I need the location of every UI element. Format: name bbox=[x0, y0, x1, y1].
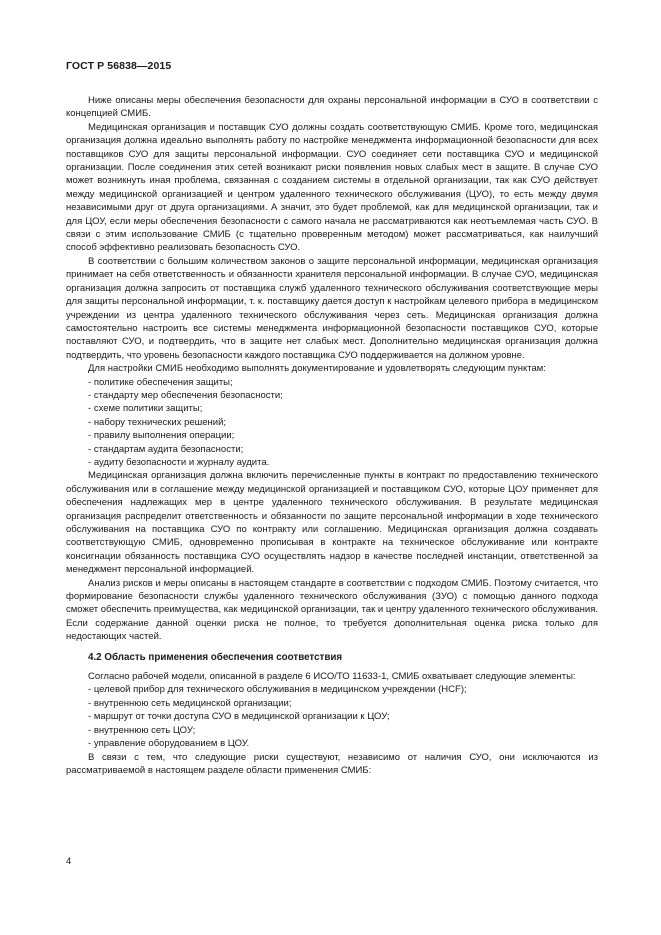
paragraph: Ниже описаны меры обеспечения безопасности для охраны персональной информации в СУО в соответствии с концепцией СМИБ. bbox=[66, 95, 598, 120]
list-item: - аудиту безопасности и журналу аудита. bbox=[88, 456, 598, 469]
paragraph: Для настройки СМИБ необходимо выполнять документирование и удовлетворять следующим пунктам: bbox=[88, 363, 546, 375]
list-item: - стандарту мер обеспечения безопасности; bbox=[88, 389, 598, 402]
list-item: - маршрут от точки доступа СУО в медицинской организации к ЦОУ; bbox=[88, 710, 598, 723]
section-heading: 4.2 Область применения обеспечения соответствия bbox=[88, 651, 343, 663]
list-item: - правилу выполнения операции; bbox=[88, 429, 598, 442]
paragraph: В соответствии с большим количеством законов о защите персональной информации, медицинская организация принимает на себя ответственность и обязанности хранителя персональной информации. В случае СУО, медицинская организация должна запросить от поставщика служб удаленного технического обслуживания соответствующие меры для защиты персональной информации, т. к. поставщику дается доступ к настройкам целевого прибора в медицинском учреждении из центра удаленного технического обслуживания через сеть. Медицинская организация должна самостоятельно настроить все системы менеджмента информационной безопасности поставщиков СУО, которые поставляют СУО, и подтвердить, что в защите нет слабых мест. Дополнительно медицинская организация должна подтвердить, что уровень безопасности каждого поставщика СУО поддерживается на должном уровне. bbox=[66, 255, 598, 361]
list-item: - схеме политики защиты; bbox=[88, 402, 598, 415]
bullet-list bbox=[66, 683, 598, 750]
paragraph: Медицинская организация и поставщик СУО должны создать соответствующую СМИБ. Кроме того, медицинская организация должна идеально выполнять работу по настройке менеджмента информационной безопасности для всех поставщиков СУО для защиты персональной информации. СУО соединяет сети поставщика СУО и медицинской организации. После соединения этих сетей возникают риски появления новых слабых мест в защите. В случае СУО может возникнуть иная проблема, связанная с созданием системы в отдельной организации, так как СУО действует между медицинской организацией и центром удаленного технического обслуживания (ЦУО), то есть между двумя независимыми друг от друга организациями. А значит, это будет проблемой, как для медицинской организации, так и для ЦОУ, если меры обеспечения безопасности с самого начала не рассматриваются как неотъемлемая часть СУО. В связи с этим использование СМИБ (с тщательно проверенным методом) может рассматриваться, как наилучший способ эффективно реализовать безопасность СУО. bbox=[66, 121, 598, 254]
list-item: - целевой прибор для технического обслуживания в медицинском учреждении (HCF); bbox=[88, 683, 598, 696]
paragraph: В связи с тем, что следующие риски существуют, независимо от наличия СУО, они исключаются из рассматриваемой в настоящем разделе области применения СМИБ: bbox=[66, 751, 598, 776]
list-item: - набору технических решений; bbox=[88, 416, 598, 429]
page-number: 4 bbox=[66, 856, 72, 867]
list-item: - политике обеспечения защиты; bbox=[88, 376, 598, 389]
list-item: - внутреннюю сеть ЦОУ; bbox=[88, 724, 598, 737]
document-header: ГОСТ Р 56838—2015 bbox=[66, 60, 172, 72]
paragraph: Анализ рисков и меры описаны в настоящем стандарте в соответствии с подходом СМИБ. Поэтому считается, что формирование безопасности службы удаленного технического обслуживания (ЗУО) с помощью данного подхода сможет обеспечить преимущества, как медицинской организации, так и центру удаленного технического обслуживания. Если содержание данной оценки риска не полное, то требуется дополнительная оценка риска только для недостающих частей. bbox=[66, 577, 598, 643]
list-item: - стандартам аудита безопасности; bbox=[88, 443, 598, 456]
document-body bbox=[66, 94, 598, 777]
paragraph: Согласно рабочей модели, описанной в разделе 6 ИСО/ТО 11633-1, СМИБ охватывает следующие элементы: bbox=[88, 671, 576, 683]
paragraph: Медицинская организация должна включить перечисленные пункты в контракт по предоставлению технического обслуживания или в соглашение между медицинской организацией и поставщиком СУО, которые ЦОУ применяет для обеспечения надлежащих мер в центре удаленного технического обслуживания. В результате медицинская организация распределит ответственность и обязанности по защите персональной информации в ходе технического обслуживания на поставщика СУО по контракту или соглашению. Медицинская организация должна создавать соответствующую СМИБ, одновременно прописывая в контракте на техническое обслуживание или контракте консигнации обязанность поставщика СУО осуществлять надзор в качестве последней инстанции, ответственной за менеджмент персональной информацией. bbox=[66, 470, 598, 576]
bullet-list bbox=[66, 376, 598, 470]
list-item: - управление оборудованием в ЦОУ. bbox=[88, 737, 598, 750]
list-item: - внутреннюю сеть медицинской организации; bbox=[88, 697, 598, 710]
